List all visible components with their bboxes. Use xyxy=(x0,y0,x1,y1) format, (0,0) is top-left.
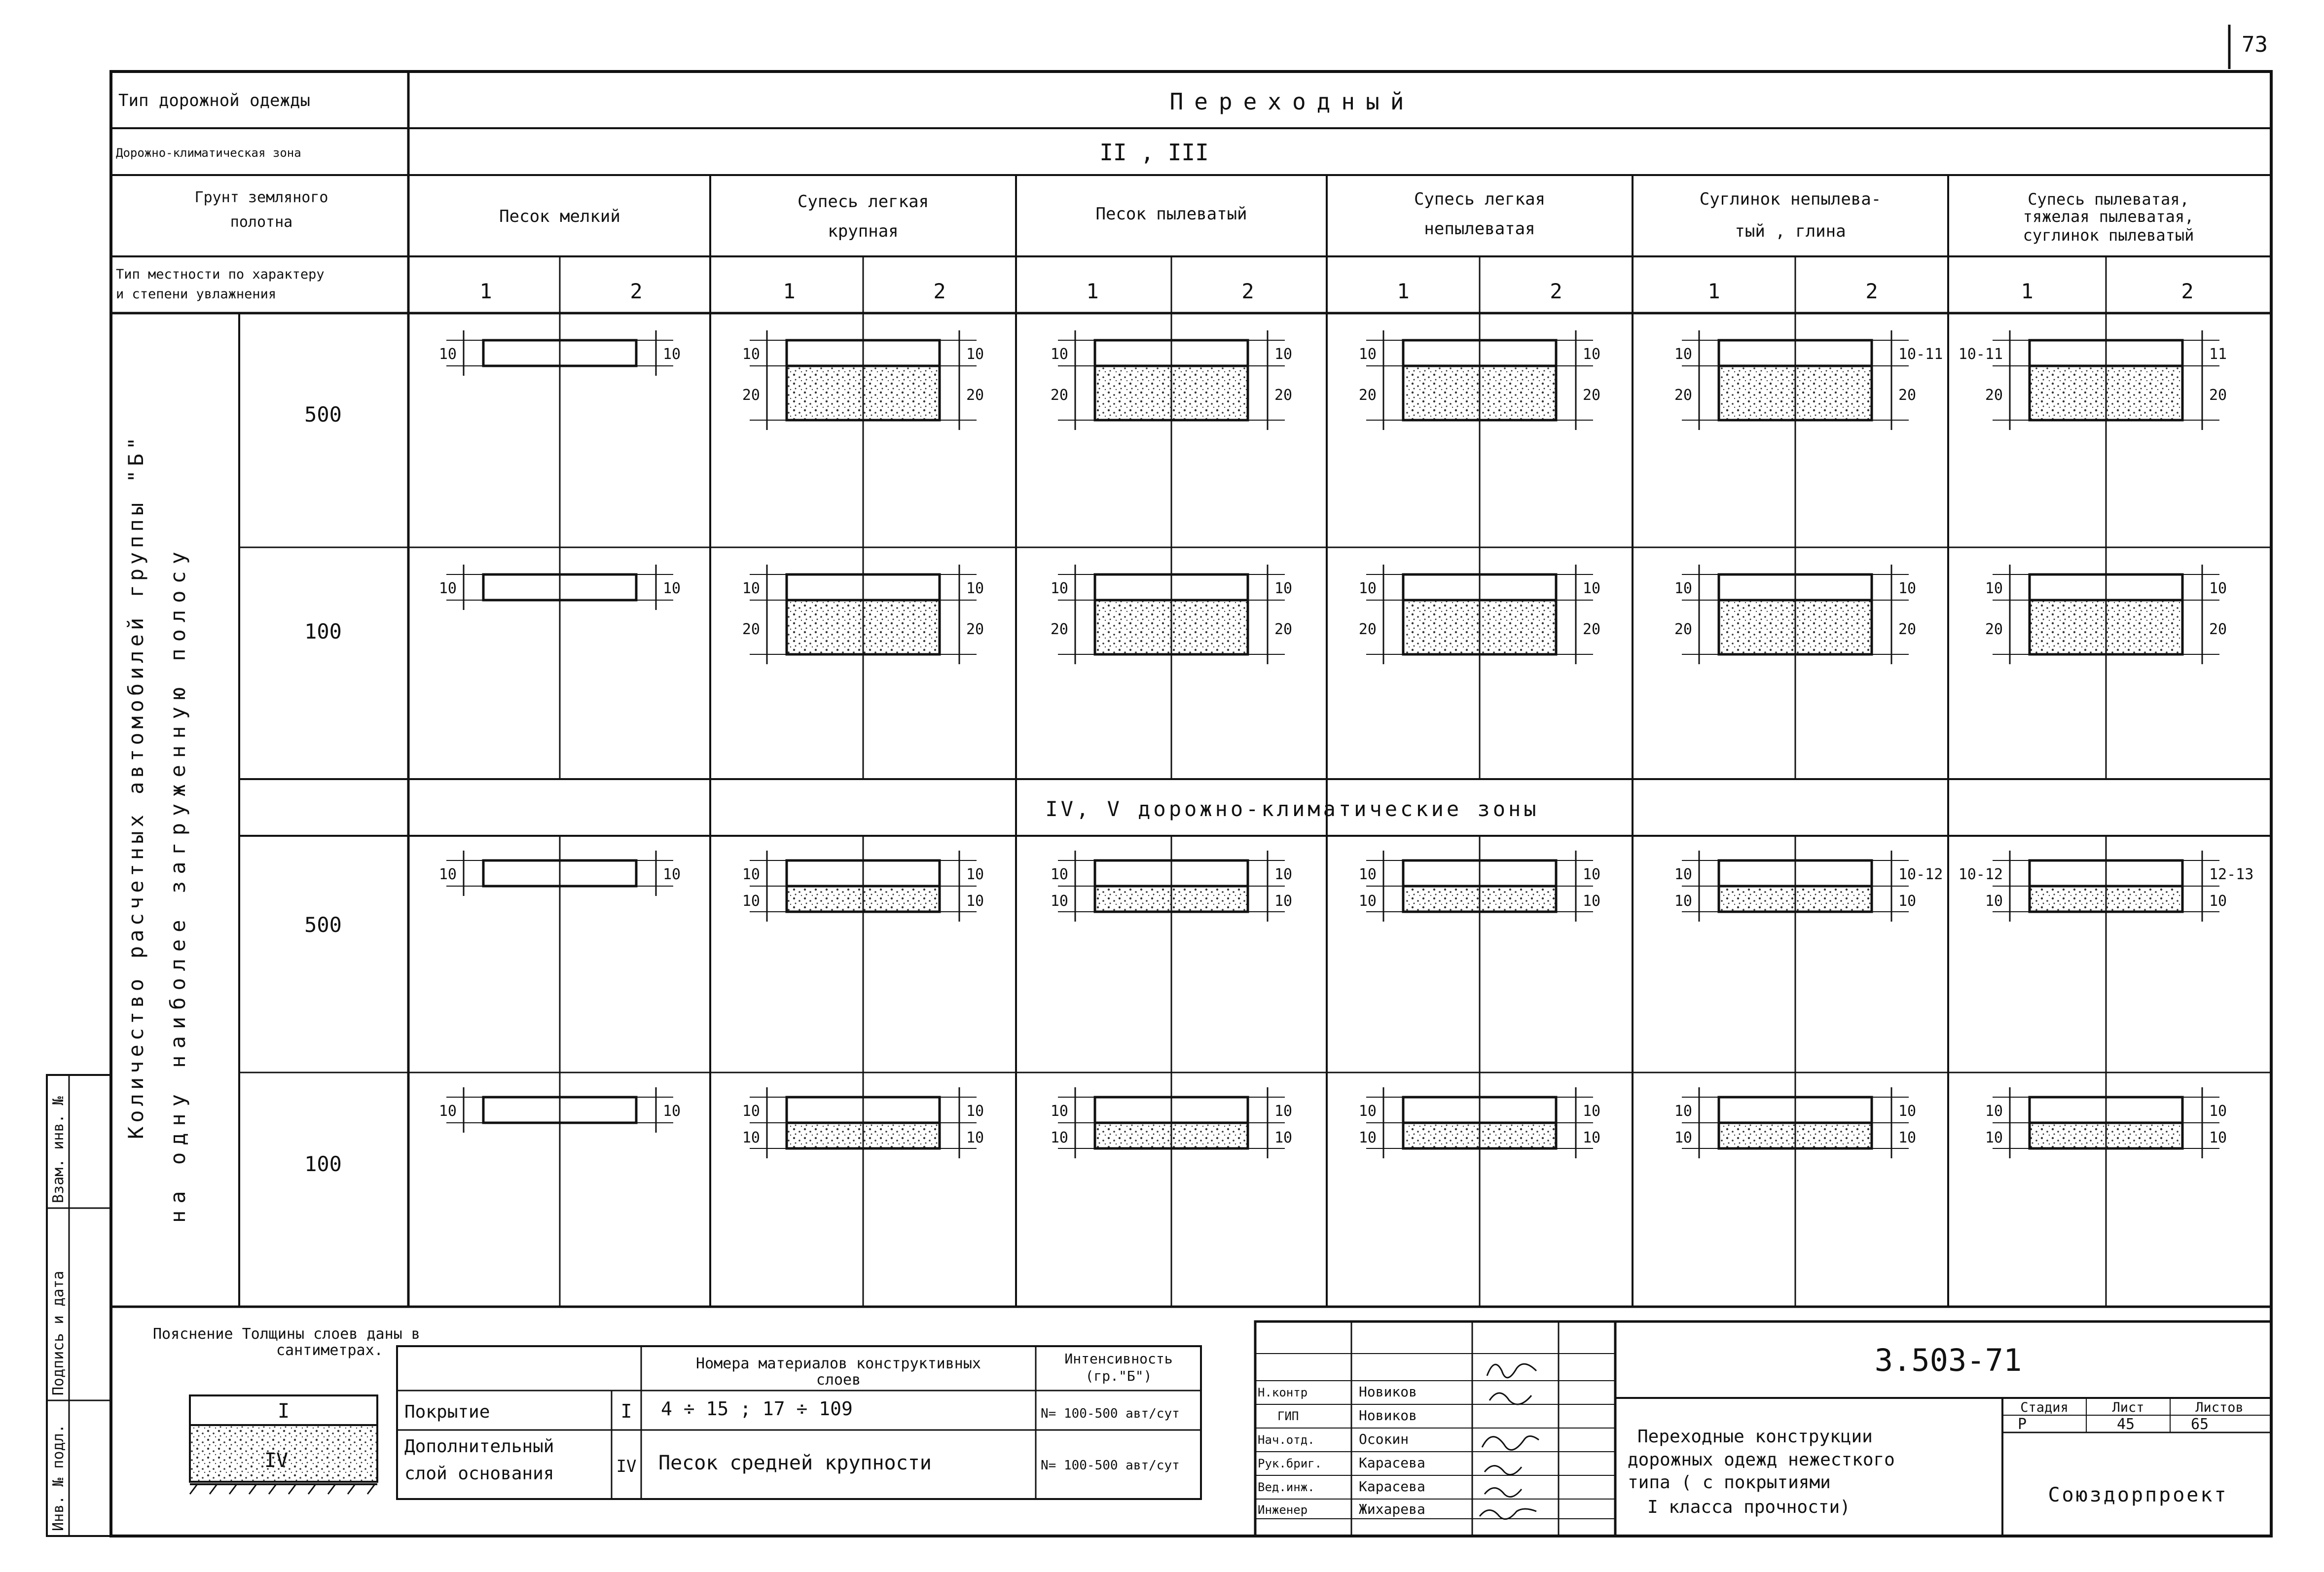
soil-5-line2: тый , глина xyxy=(1735,221,1846,241)
soil-2-line2: крупная xyxy=(828,221,899,241)
dimension-label: 20 xyxy=(2209,387,2227,404)
dimension-label: 10 xyxy=(1274,1129,1293,1146)
layer-diagram xyxy=(1366,851,1593,922)
dimension-label: 20 xyxy=(1898,387,1917,404)
staff-role: ГИП xyxy=(1277,1409,1299,1423)
dimension-label: 10 xyxy=(1274,1103,1293,1120)
dimension-label: 10 xyxy=(663,866,681,883)
dimension-label: 10 xyxy=(1985,1103,2003,1120)
dimension-label: 10 xyxy=(1274,866,1293,883)
row2-layer: Дополнительный xyxy=(404,1436,554,1457)
row1-intensity: N= 100-500 авт/сут xyxy=(1041,1406,1180,1421)
stamp-title-1: Переходные конструкции xyxy=(1637,1427,1873,1447)
staff-name: Новиков xyxy=(1359,1407,1417,1424)
layer-diagram xyxy=(750,1087,977,1158)
title-block xyxy=(1255,1322,2271,1536)
dimension-label: 10 xyxy=(1358,1129,1377,1146)
soil-3-line1: Песок пылеватый xyxy=(1095,204,1247,224)
legend xyxy=(190,1395,377,1494)
sheets-value: 65 xyxy=(2190,1416,2209,1433)
dimension-label: 11 xyxy=(2209,346,2227,363)
notes-line2: сантиметрах. xyxy=(276,1342,383,1359)
side-inv-podl: Инв. № подл. xyxy=(50,1424,67,1531)
soil-4-line2: непылеватая xyxy=(1424,219,1535,239)
dimension-label: 10 xyxy=(663,580,681,597)
materials-table xyxy=(397,1346,1201,1499)
dimension-label: 10 xyxy=(1674,1103,1692,1120)
dimension-label: 12-13 xyxy=(2209,866,2254,883)
materials-header-1: Номера материалов конструктивных xyxy=(696,1355,981,1372)
dimension-label: 20 xyxy=(1358,387,1377,404)
dimension-label: 20 xyxy=(1583,621,1601,638)
intensity-100: 100 xyxy=(304,1152,342,1176)
dimension-label: 10 xyxy=(742,580,760,597)
pavement-type-value: Переходный xyxy=(1169,88,1415,115)
dimension-label: 10 xyxy=(1050,893,1068,910)
dimension-label: 20 xyxy=(742,621,760,638)
dimension-label: 10 xyxy=(966,580,984,597)
layer-diagram xyxy=(1682,851,1909,922)
terrain-label-2: и степени увлажнения xyxy=(116,286,277,302)
pavement-type-label: Тип дорожной одежды xyxy=(118,91,310,110)
staff-role: Рук.бриг. xyxy=(1258,1457,1322,1470)
intensity-header-2: (гр."Б") xyxy=(1085,1368,1152,1384)
dimension-label: 10 xyxy=(1050,866,1068,883)
dimension-label: 10 xyxy=(438,1103,457,1120)
climate-zone-label: Дорожно-климатическая зона xyxy=(116,146,301,160)
dimension-label: 10 xyxy=(1583,1103,1601,1120)
dimension-label: 20 xyxy=(1674,621,1692,638)
stage-value: Р xyxy=(2017,1416,2027,1433)
dimension-label: 10 xyxy=(1674,1129,1692,1146)
dimension-label: 10 xyxy=(1358,1103,1377,1120)
sheet-value: 45 xyxy=(2116,1416,2135,1433)
staff-role: Инженер xyxy=(1258,1503,1308,1517)
dimension-label: 10 xyxy=(2209,893,2227,910)
terrain-2: 2 xyxy=(933,279,946,303)
terrain-2: 2 xyxy=(630,279,643,303)
dimension-label: 20 xyxy=(1898,621,1917,638)
organization: Союздорпроект xyxy=(2048,1484,2228,1506)
layer-diagram xyxy=(1993,1087,2219,1158)
soil-label-2: полотна xyxy=(230,214,293,231)
row1-mark: I xyxy=(620,1400,632,1422)
staff-name: Новиков xyxy=(1359,1384,1417,1400)
dimension-label: 10 xyxy=(742,1103,760,1120)
row1-materials: 4 ÷ 15 ; 17 ÷ 109 xyxy=(661,1398,853,1420)
dimension-label: 20 xyxy=(1985,387,2003,404)
layer-diagram xyxy=(1058,1087,1285,1158)
dimension-label: 10 xyxy=(1898,580,1917,597)
legend-mark-i: I xyxy=(277,1400,290,1423)
dimension-label: 10 xyxy=(438,580,457,597)
dimension-label: 20 xyxy=(2209,621,2227,638)
legend-mark-iv: IV xyxy=(264,1449,289,1472)
dimension-label: 10 xyxy=(438,866,457,883)
dimension-label: 10 xyxy=(966,1103,984,1120)
terrain-2: 2 xyxy=(2181,279,2194,303)
staff-name: Карасева xyxy=(1359,1478,1425,1495)
dimension-label: 20 xyxy=(742,387,760,404)
dimension-label: 10 xyxy=(1050,346,1068,363)
dimension-label: 10 xyxy=(663,1103,681,1120)
dimension-label: 10 xyxy=(966,346,984,363)
layer-diagram xyxy=(1366,1087,1593,1158)
soil-6-line1: Супесь пылеватая, xyxy=(2028,190,2189,209)
intensity-values xyxy=(304,402,342,1176)
terrain-2: 2 xyxy=(1550,279,1562,303)
dimension-label: 10-12 xyxy=(1958,866,2003,883)
layer-diagram xyxy=(1058,851,1285,922)
terrain-2: 2 xyxy=(1241,279,1254,303)
soil-6-line2: тяжелая пылеватая, xyxy=(2023,207,2194,226)
row2-materials: Песок средней крупности xyxy=(658,1452,932,1474)
dimension-label: 10 xyxy=(438,346,457,363)
side-label-line2: на одну наиболее загруженную полосу xyxy=(166,544,190,1223)
header-labels xyxy=(116,88,1415,302)
staff-name: Жихарева xyxy=(1359,1501,1425,1517)
dimension-label: 10 xyxy=(1274,580,1293,597)
signature-scribbles xyxy=(1480,1364,1539,1519)
dimension-label: 10 xyxy=(2209,1129,2227,1146)
intensity-100: 100 xyxy=(304,619,342,643)
dimension-label: 10 xyxy=(1898,893,1917,910)
staff-role: Нач.отд. xyxy=(1258,1433,1315,1447)
dimension-label: 10 xyxy=(1985,580,2003,597)
dimension-label: 10 xyxy=(663,346,681,363)
stamp-title-2: дорожных одежд нежесткого xyxy=(1628,1450,1895,1470)
materials-header-2: слоев xyxy=(816,1371,861,1389)
dimension-label: 10 xyxy=(1050,1103,1068,1120)
dimension-label: 10 xyxy=(1674,580,1692,597)
dimension-label: 10 xyxy=(1358,866,1377,883)
dimension-label: 10 xyxy=(2209,1103,2227,1120)
intensity-500: 500 xyxy=(304,913,342,937)
side-vzam-inv: Взам. инв. № xyxy=(50,1096,67,1203)
staff-name: Осокин xyxy=(1359,1431,1409,1447)
dimension-label: 20 xyxy=(1050,621,1068,638)
dimension-label: 10 xyxy=(1674,346,1692,363)
row2-mark: IV xyxy=(616,1457,637,1476)
dimension-label: 10 xyxy=(1358,893,1377,910)
soil-5-line1: Суглинок непылева- xyxy=(1699,189,1882,209)
staff-name: Карасева xyxy=(1359,1455,1425,1471)
dimension-label: 10 xyxy=(1358,580,1377,597)
row1-layer: Покрытие xyxy=(404,1402,490,1422)
terrain-2: 2 xyxy=(1865,279,1878,303)
dimension-label: 20 xyxy=(966,387,984,404)
stage-label: Стадия xyxy=(2020,1400,2069,1415)
dimension-label: 10 xyxy=(742,346,760,363)
dimension-label: 10 xyxy=(966,1129,984,1146)
doc-number: 3.503-71 xyxy=(1874,1342,2022,1378)
terrain-label-1: Тип местности по характеру xyxy=(116,267,325,282)
notes-line1: Пояснение Толщины слоев даны в xyxy=(153,1325,420,1343)
dimension-label: 10 xyxy=(1583,346,1601,363)
side-label xyxy=(124,433,190,1223)
soil-headers xyxy=(499,189,2194,245)
layer-diagram xyxy=(1682,1087,1909,1158)
soil-4-line1: Супесь легкая xyxy=(1414,189,1546,209)
dimension-label: 10 xyxy=(1274,893,1293,910)
dimension-label: 20 xyxy=(966,621,984,638)
dimension-label: 10 xyxy=(1674,866,1692,883)
dimension-label: 10 xyxy=(1583,893,1601,910)
dimension-label: 10-11 xyxy=(1958,346,2003,363)
dimension-label: 10 xyxy=(1985,893,2003,910)
stamp-title-4: I класса прочности) xyxy=(1647,1497,1851,1517)
terrain-1: 1 xyxy=(1397,279,1410,303)
dimension-label: 10 xyxy=(1898,1129,1917,1146)
dimension-label: 20 xyxy=(1274,387,1293,404)
terrain-1: 1 xyxy=(2021,279,2034,303)
soil-label-1: Грунт земляного xyxy=(194,189,328,206)
terrain-1: 1 xyxy=(1707,279,1720,303)
dimension-label: 20 xyxy=(1985,621,2003,638)
staff-role: Н.контр xyxy=(1258,1386,1308,1399)
dimension-label: 10 xyxy=(1583,866,1601,883)
sheets-label: Листов xyxy=(2195,1400,2244,1415)
dimension-label: 10 xyxy=(742,893,760,910)
layer-diagram xyxy=(750,851,977,922)
dimension-label: 10 xyxy=(1583,1129,1601,1146)
side-sign-date: Подпись и дата xyxy=(50,1271,67,1395)
sheet-label: Лист xyxy=(2112,1400,2144,1415)
dimension-label: 20 xyxy=(1358,621,1377,638)
zone2-title: IV, V дорожно-климатические зоны xyxy=(1045,797,1539,821)
soil-6-line3: суглинок пылеватый xyxy=(2023,226,2194,245)
dimension-label: 10 xyxy=(2209,580,2227,597)
dimension-label: 20 xyxy=(1050,387,1068,404)
stamp-title-3: типа ( с покрытиями xyxy=(1628,1472,1831,1493)
dimension-label: 10 xyxy=(1050,1129,1068,1146)
dimension-label: 10 xyxy=(742,866,760,883)
terrain-1: 1 xyxy=(479,279,492,303)
terrain-1: 1 xyxy=(783,279,796,303)
dimension-label: 10 xyxy=(1985,1129,2003,1146)
ground-hatch xyxy=(190,1484,377,1494)
soil-1-line1: Песок мелкий xyxy=(499,207,620,226)
dimension-label: 10 xyxy=(966,866,984,883)
dimension-label: 10 xyxy=(966,893,984,910)
climate-zone-value: II , III xyxy=(1099,139,1209,166)
dimension-label: 10 xyxy=(1358,346,1377,363)
soil-2-line1: Супесь легкая xyxy=(797,192,929,212)
terrain-1: 1 xyxy=(1086,279,1099,303)
page-number: 73 xyxy=(2242,32,2268,57)
layer-diagram xyxy=(1993,851,2219,922)
terrain-numbers xyxy=(479,279,2193,303)
intensity-500: 500 xyxy=(304,402,342,427)
dimension-label: 10 xyxy=(742,1129,760,1146)
side-stamp xyxy=(47,1075,111,1536)
dimension-label: 10 xyxy=(1274,346,1293,363)
dimension-label: 10 xyxy=(1898,1103,1917,1120)
dimension-label: 20 xyxy=(1274,621,1293,638)
row2-intensity: N= 100-500 авт/сут xyxy=(1041,1458,1180,1473)
intensity-header-1: Интенсивность xyxy=(1064,1351,1173,1367)
dimension-label: 20 xyxy=(1674,387,1692,404)
dimension-label: 10-12 xyxy=(1898,866,1943,883)
dimension-label: 10 xyxy=(1583,580,1601,597)
dimension-label: 10-11 xyxy=(1898,346,1943,363)
dimension-label: 10 xyxy=(1050,580,1068,597)
row2-layer2: слой основания xyxy=(404,1464,554,1484)
staff-role: Вед.инж. xyxy=(1258,1480,1315,1494)
side-label-line1: Количество расчетных автомобилей группы "Б" xyxy=(124,433,148,1139)
dimension-label: 20 xyxy=(1583,387,1601,404)
dimension-label: 10 xyxy=(1674,893,1692,910)
